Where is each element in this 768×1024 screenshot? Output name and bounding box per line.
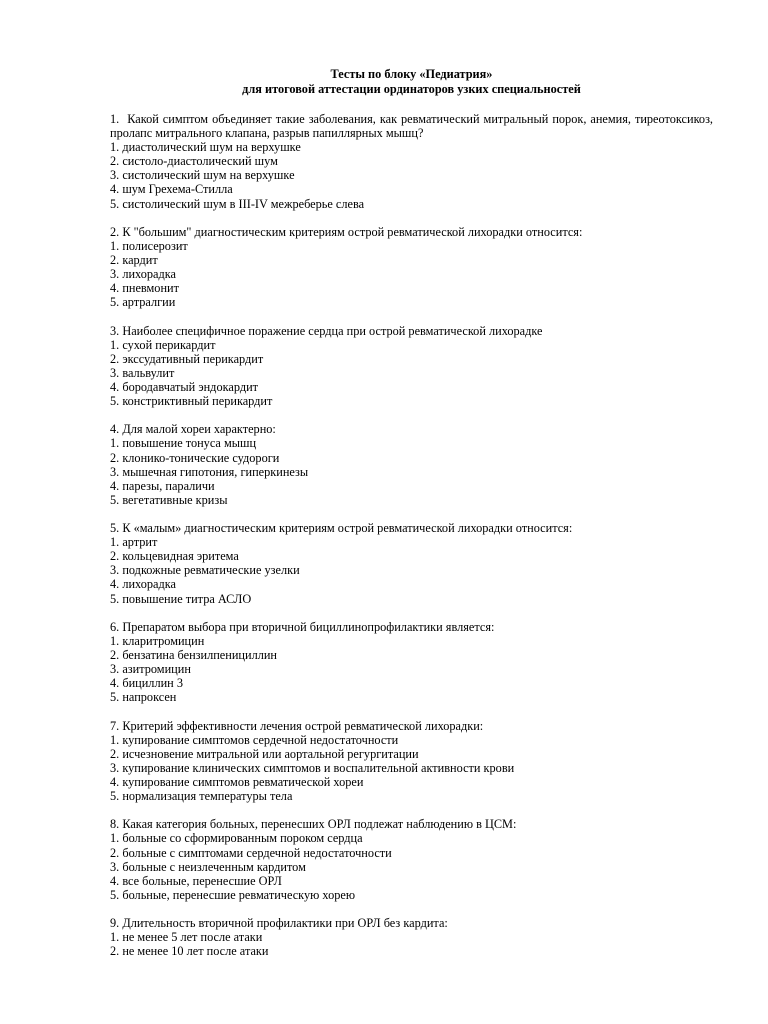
- question-body: Длительность вторичной профилактики при ОРЛ без кардита:: [122, 916, 448, 931]
- answer-option: [110, 182, 713, 196]
- option-text: больные со сформированным пороком сердца: [122, 831, 363, 846]
- question-block: [110, 916, 713, 958]
- option-number: 4.: [110, 676, 120, 691]
- option-text: больные с симптомами сердечной недостаточности: [122, 845, 392, 860]
- option-number: 5.: [110, 690, 120, 705]
- option-number: 3.: [110, 365, 120, 380]
- option-text: систоло-диастолический шум: [122, 154, 278, 169]
- answer-option: [110, 451, 713, 465]
- option-number: 1.: [110, 140, 120, 155]
- answer-option: [110, 874, 713, 888]
- option-text: лихорадка: [122, 577, 176, 592]
- option-number: 2.: [110, 549, 120, 564]
- answer-option: [110, 140, 713, 154]
- option-text: парезы, параличи: [122, 478, 215, 493]
- option-text: кольцевидная эритема: [122, 549, 239, 564]
- option-text: клонико-тонические судороги: [122, 450, 280, 465]
- answer-option: [110, 761, 713, 775]
- answer-option: [110, 168, 713, 182]
- option-text: пневмонит: [122, 281, 179, 296]
- answer-option: [110, 888, 713, 902]
- option-number: 3.: [110, 760, 120, 775]
- answer-option: [110, 789, 713, 803]
- answer-option: [110, 465, 713, 479]
- answer-option: [110, 563, 713, 577]
- option-number: 3.: [110, 563, 120, 578]
- option-text: все больные, перенесшие ОРЛ: [122, 873, 282, 888]
- question-block: [110, 324, 713, 409]
- question-number: 1.: [110, 112, 120, 126]
- option-number: 3.: [110, 464, 120, 479]
- option-number: 5.: [110, 196, 120, 211]
- option-text: не менее 5 лет после атаки: [122, 930, 263, 945]
- answer-option: [110, 239, 713, 253]
- option-text: повышение титра АСЛО: [122, 591, 252, 606]
- question-block: [110, 817, 713, 902]
- answer-option: [110, 197, 713, 211]
- document-subtitle: для итоговой аттестации ординаторов узких специальностей: [242, 82, 581, 96]
- option-number: 3.: [110, 168, 120, 183]
- document-page: [110, 67, 713, 973]
- question-list: [110, 112, 713, 958]
- option-number: 1.: [110, 337, 120, 352]
- question-text: [110, 422, 713, 436]
- question-text: [110, 817, 713, 831]
- question-block: [110, 719, 713, 804]
- option-number: 4.: [110, 281, 120, 296]
- option-text: кларитромицин: [122, 633, 205, 648]
- option-number: 5.: [110, 394, 120, 409]
- option-text: купирование симптомов ревматической хореи: [122, 774, 364, 789]
- option-number: 2.: [110, 648, 120, 663]
- option-text: бородавчатый эндокардит: [122, 379, 259, 394]
- option-number: 2.: [110, 154, 120, 169]
- question-number: 4.: [110, 422, 120, 437]
- option-text: больные, перенесшие ревматическую хорею: [122, 887, 356, 902]
- option-number: 3.: [110, 267, 120, 282]
- option-text: подкожные ревматические узелки: [122, 563, 300, 578]
- answer-option: [110, 831, 713, 845]
- question-block: [110, 620, 713, 705]
- option-text: повышение тонуса мышц: [122, 436, 257, 451]
- answer-option: [110, 366, 713, 380]
- option-number: 5.: [110, 492, 120, 507]
- option-text: не менее 10 лет после атаки: [122, 944, 269, 959]
- question-body: Критерий эффективности лечения острой ревматической лихорадки:: [122, 718, 484, 733]
- option-number: 1.: [110, 238, 120, 253]
- answer-option: [110, 479, 713, 493]
- question-text: [110, 719, 713, 733]
- option-number: 1.: [110, 436, 120, 451]
- question-number: 5.: [110, 521, 120, 536]
- option-text: напроксен: [122, 690, 177, 705]
- option-number: 4.: [110, 182, 120, 197]
- option-number: 4.: [110, 478, 120, 493]
- question-block: [110, 225, 713, 310]
- answer-option: [110, 775, 713, 789]
- option-number: 1.: [110, 831, 120, 846]
- option-number: 2.: [110, 944, 120, 959]
- option-text: систолический шум на верхушке: [122, 168, 295, 183]
- option-number: 5.: [110, 591, 120, 606]
- option-number: 2.: [110, 450, 120, 465]
- question-text: [110, 620, 713, 634]
- option-number: 5.: [110, 789, 120, 804]
- question-text: [110, 916, 713, 930]
- question-text: [110, 225, 713, 239]
- option-text: исчезновение митральной или аортальной регургитации: [122, 746, 419, 761]
- answer-option: [110, 380, 713, 394]
- option-number: 2.: [110, 746, 120, 761]
- option-number: 5.: [110, 887, 120, 902]
- answer-option: [110, 154, 713, 168]
- question-block: [110, 112, 713, 211]
- question-number: 2.: [110, 224, 120, 239]
- option-number: 1.: [110, 930, 120, 945]
- option-text: вегетативные кризы: [122, 492, 228, 507]
- option-text: вальвулит: [122, 365, 175, 380]
- answer-option: [110, 634, 713, 648]
- question-text: [110, 112, 713, 140]
- answer-option: [110, 676, 713, 690]
- option-number: 2.: [110, 253, 120, 268]
- option-number: 3.: [110, 859, 120, 874]
- question-text: [110, 324, 713, 338]
- option-text: бензатина бензилпенициллин: [122, 648, 278, 663]
- option-text: лихорадка: [122, 267, 176, 282]
- option-number: 2.: [110, 351, 120, 366]
- option-number: 4.: [110, 379, 120, 394]
- option-text: сухой перикардит: [122, 337, 216, 352]
- question-number: 9.: [110, 916, 120, 931]
- question-body: Препаратом выбора при вторичной бициллинопрофилактики является:: [122, 619, 495, 634]
- question-body: Какая категория больных, перенесших ОРЛ подлежат наблюдению в ЦСМ:: [122, 817, 517, 832]
- answer-option: [110, 253, 713, 267]
- answer-option: [110, 690, 713, 704]
- answer-option: [110, 860, 713, 874]
- question-block: [110, 422, 713, 507]
- answer-option: [110, 662, 713, 676]
- option-text: шум Грехема-Стилла: [122, 182, 233, 197]
- question-body: Какой симптом объединяет такие заболевания, как ревматический митральный порок, анемия, тиреотоксикоз, пролапс митрального клапана, разрыв папиллярных мышц?: [110, 112, 713, 141]
- answer-option: [110, 352, 713, 366]
- option-text: купирование симптомов сердечной недостаточности: [122, 732, 399, 747]
- answer-option: [110, 747, 713, 761]
- option-text: азитромицин: [122, 662, 191, 677]
- option-text: больные с неизлеченным кардитом: [122, 859, 306, 874]
- question-text: [110, 521, 713, 535]
- option-text: мышечная гипотония, гиперкинезы: [122, 464, 309, 479]
- option-text: бициллин 3: [122, 676, 183, 691]
- option-text: артрит: [122, 535, 158, 550]
- option-number: 2.: [110, 845, 120, 860]
- answer-option: [110, 394, 713, 408]
- option-number: 1.: [110, 732, 120, 747]
- question-number: 6.: [110, 619, 120, 634]
- option-number: 1.: [110, 535, 120, 550]
- answer-option: [110, 733, 713, 747]
- answer-option: [110, 930, 713, 944]
- option-number: 1.: [110, 633, 120, 648]
- question-number: 7.: [110, 718, 120, 733]
- question-body: Наиболее специфичное поражение сердца при острой ревматической лихорадке: [122, 323, 543, 338]
- answer-option: [110, 295, 713, 309]
- answer-option: [110, 648, 713, 662]
- answer-option: [110, 493, 713, 507]
- answer-option: [110, 592, 713, 606]
- document-header: [110, 67, 713, 97]
- question-body: Для малой хореи характерно:: [122, 422, 276, 437]
- answer-option: [110, 549, 713, 563]
- question-number: 8.: [110, 817, 120, 832]
- option-text: диастолический шум на верхушке: [122, 140, 301, 155]
- answer-option: [110, 338, 713, 352]
- option-number: 5.: [110, 295, 120, 310]
- answer-option: [110, 267, 713, 281]
- answer-option: [110, 577, 713, 591]
- option-text: нормализация температуры тела: [122, 789, 293, 804]
- answer-option: [110, 846, 713, 860]
- question-block: [110, 521, 713, 606]
- answer-option: [110, 944, 713, 958]
- answer-option: [110, 535, 713, 549]
- document-title: Тесты по блоку «Педиатрия»: [330, 67, 493, 81]
- option-text: купирование клинических симптомов и воспалительной активности крови: [122, 760, 515, 775]
- option-text: кардит: [122, 253, 158, 268]
- option-number: 4.: [110, 577, 120, 592]
- option-text: артралгии: [122, 295, 176, 310]
- option-number: 3.: [110, 662, 120, 677]
- answer-option: [110, 436, 713, 450]
- option-number: 4.: [110, 774, 120, 789]
- option-number: 4.: [110, 873, 120, 888]
- option-text: констриктивный перикардит: [122, 394, 273, 409]
- option-text: систолический шум в III-IV межреберье слева: [122, 196, 365, 211]
- answer-option: [110, 281, 713, 295]
- question-body: К "большим" диагностическим критериям острой ревматической лихорадки относится:: [122, 224, 583, 239]
- question-number: 3.: [110, 323, 120, 338]
- question-body: К «малым» диагностическим критериям острой ревматической лихорадки относится:: [122, 521, 573, 536]
- option-text: экссудативный перикардит: [122, 351, 264, 366]
- option-text: полисерозит: [122, 238, 188, 253]
